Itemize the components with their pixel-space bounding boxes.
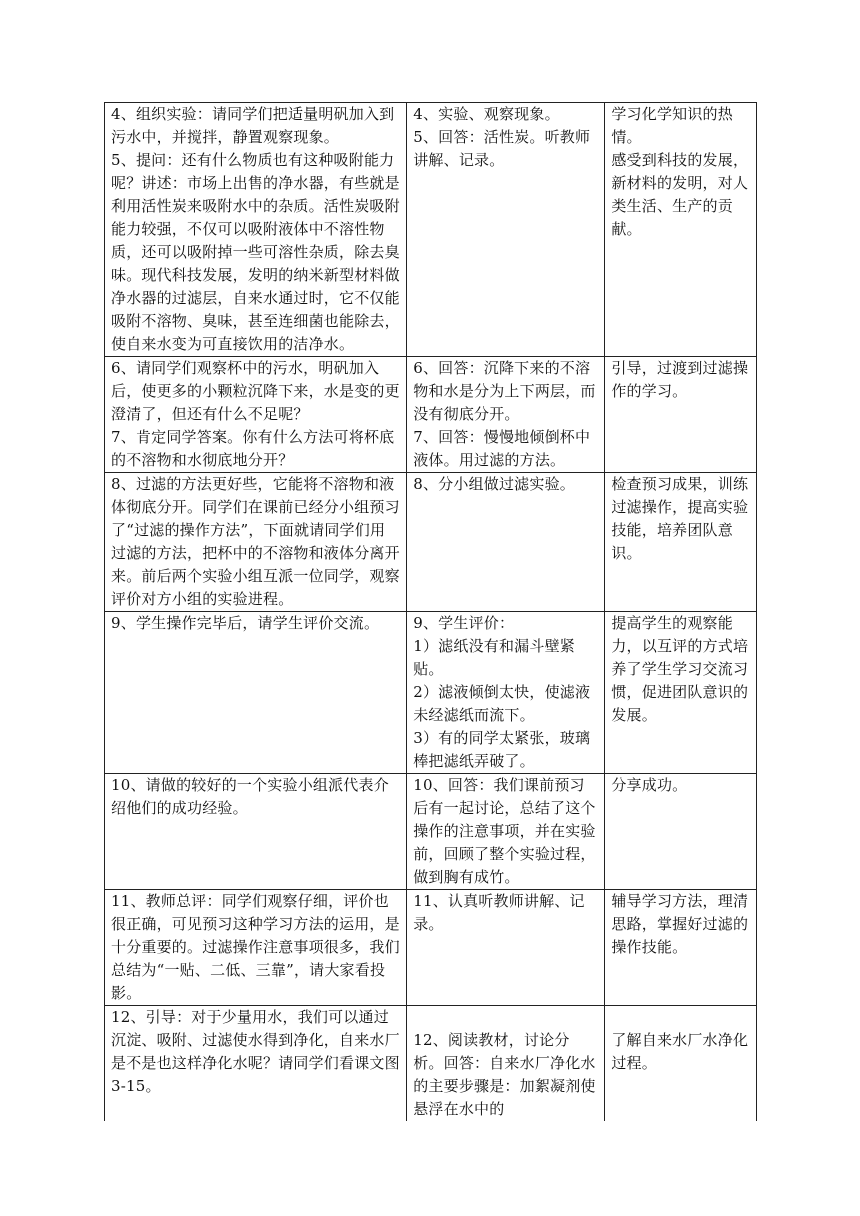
cell-paragraph: 8、过滤的方法更好些，它能将不溶物和液体彻底分开。同学们在课前已经分小组预习了“过滤的操作方法”，下面就请同学们用过滤的方法，把杯中的不溶物和液体分离开来。前后两个实验小组互派一位同学，观察评价对方小组的实验进程。 <box>111 475 400 608</box>
cell-paragraph: 1）滤纸没有和漏斗壁紧贴。 <box>413 637 575 678</box>
table-row <box>105 103 757 357</box>
cell-paragraph: 12、引导：对于少量用水，我们可以通过沉淀、吸附、过滤使水得到净化，自来水厂是不是也这样净化水呢？请同学们看课文图 3-15。 <box>111 1008 400 1095</box>
table-row <box>105 612 757 774</box>
design-intent-cell <box>605 890 757 1006</box>
student-activity-cell <box>407 890 605 1006</box>
teacher-activity-cell <box>105 612 407 774</box>
cell-paragraph: 分享成功。 <box>611 776 688 794</box>
cell-paragraph: 10、回答：我们课前预习后有一起讨论，总结了这个操作的注意事项，并在实验前，回顾了整个实验过程，做到胸有成竹。 <box>413 776 596 886</box>
teacher-activity-cell <box>105 357 407 473</box>
cell-paragraph: 2）滤液倾倒太快，使滤液未经滤纸而流下。 <box>413 683 591 724</box>
cell-paragraph: 11、认真听教师讲解、记录。 <box>413 892 585 933</box>
cell-paragraph: 5、回答：活性炭。听教师讲解、记录。 <box>413 128 591 169</box>
student-activity-cell <box>407 357 605 473</box>
cell-paragraph: 学习化学知识的热情。 <box>611 105 733 146</box>
design-intent-cell <box>605 774 757 890</box>
cell-paragraph <box>413 1006 598 1029</box>
design-intent-cell <box>605 103 757 357</box>
student-activity-cell <box>407 1006 605 1122</box>
design-intent-cell <box>605 357 757 473</box>
teacher-activity-cell <box>105 890 407 1006</box>
cell-paragraph: 11、教师总评：同学们观察仔细，评价也很正确，可见预习这种学习方法的运用，是十分重要的。过滤操作注意事项很多，我们总结为“一贴、二低、三靠”，请大家看投影。 <box>111 892 400 1002</box>
teacher-activity-cell <box>105 774 407 890</box>
table-row <box>105 473 757 612</box>
lesson-plan-table <box>104 102 757 1121</box>
cell-paragraph: 4、实验、观察现象。 <box>413 105 560 123</box>
cell-paragraph: 7、肯定同学答案。你有什么方法可将杯底的不溶物和水彻底地分开？ <box>111 428 395 469</box>
design-intent-cell <box>605 1006 757 1122</box>
cell-paragraph: 4、组织实验：请同学们把适量明矾加入到污水中，并搅拌，静置观察现象。 <box>111 105 395 146</box>
cell-paragraph: 辅导学习方法，理清思路，掌握好过滤的操作技能。 <box>611 892 749 956</box>
table-row <box>105 774 757 890</box>
table-row <box>105 357 757 473</box>
table-body <box>105 103 757 1122</box>
cell-paragraph: 提高学生的观察能力，以互评的方式培养了学生学习交流习惯，促进团队意识的发展。 <box>611 614 749 724</box>
cell-paragraph: 检查预习成果，训练过滤操作，提高实验技能，培养团队意识。 <box>611 475 749 562</box>
design-intent-cell <box>605 612 757 774</box>
cell-paragraph: 了解自来水厂水净化过程。 <box>611 1031 749 1072</box>
design-intent-cell <box>605 473 757 612</box>
cell-paragraph: 9、学生评价： <box>413 614 515 632</box>
student-activity-cell <box>407 774 605 890</box>
student-activity-cell <box>407 103 605 357</box>
teacher-activity-cell <box>105 473 407 612</box>
cell-paragraph <box>611 1006 750 1029</box>
table-row <box>105 1006 757 1122</box>
cell-paragraph: 6、请同学们观察杯中的污水，明矾加入后，使更多的小颗粒沉降下来，水是变的更澄清了，但还有什么不足呢？ <box>111 359 400 423</box>
teacher-activity-cell <box>105 103 407 357</box>
cell-paragraph: 3）有的同学太紧张，玻璃棒把滤纸弄破了。 <box>413 729 591 770</box>
student-activity-cell <box>407 473 605 612</box>
cell-paragraph: 6、回答：沉降下来的不溶物和水是分为上下两层，而没有彻底分开。 <box>413 359 596 423</box>
cell-paragraph: 10、请做的较好的一个实验小组派代表介绍他们的成功经验。 <box>111 776 389 817</box>
cell-paragraph: 感受到科技的发展，新材料的发明，对人类生活、生产的贡献。 <box>611 151 749 238</box>
cell-paragraph: 8、分小组做过滤实验。 <box>413 475 575 493</box>
cell-paragraph: 7、回答：慢慢地倾倒杯中液体。用过滤的方法。 <box>413 428 591 469</box>
cell-paragraph: 12、阅读教材，讨论分析。回答：自来水厂净化水的主要步骤是：加絮凝剂使悬浮在水中的 <box>413 1031 596 1118</box>
cell-paragraph: 引导，过渡到过滤操作的学习。 <box>611 359 749 400</box>
cell-paragraph: 5、提问：还有什么物质也有这种吸附能力呢？讲述：市场上出售的净水器，有些就是利用活性炭来吸附水中的杂质。活性炭吸附能力较强，不仅可以吸附液体中不溶性物质，还可以吸附掉一些可溶性杂质，除去臭味。现代科技发展，发明的纳米新型材料做净水器的过滤层，自来水通过时，它不仅能吸附不溶物、臭味，甚至连细菌也能除去，使自来水变为可直接饮用的洁净水。 <box>111 151 400 353</box>
cell-paragraph: 9、学生操作完毕后，请学生评价交流。 <box>111 614 380 632</box>
teacher-activity-cell <box>105 1006 407 1122</box>
student-activity-cell <box>407 612 605 774</box>
table-row <box>105 890 757 1006</box>
